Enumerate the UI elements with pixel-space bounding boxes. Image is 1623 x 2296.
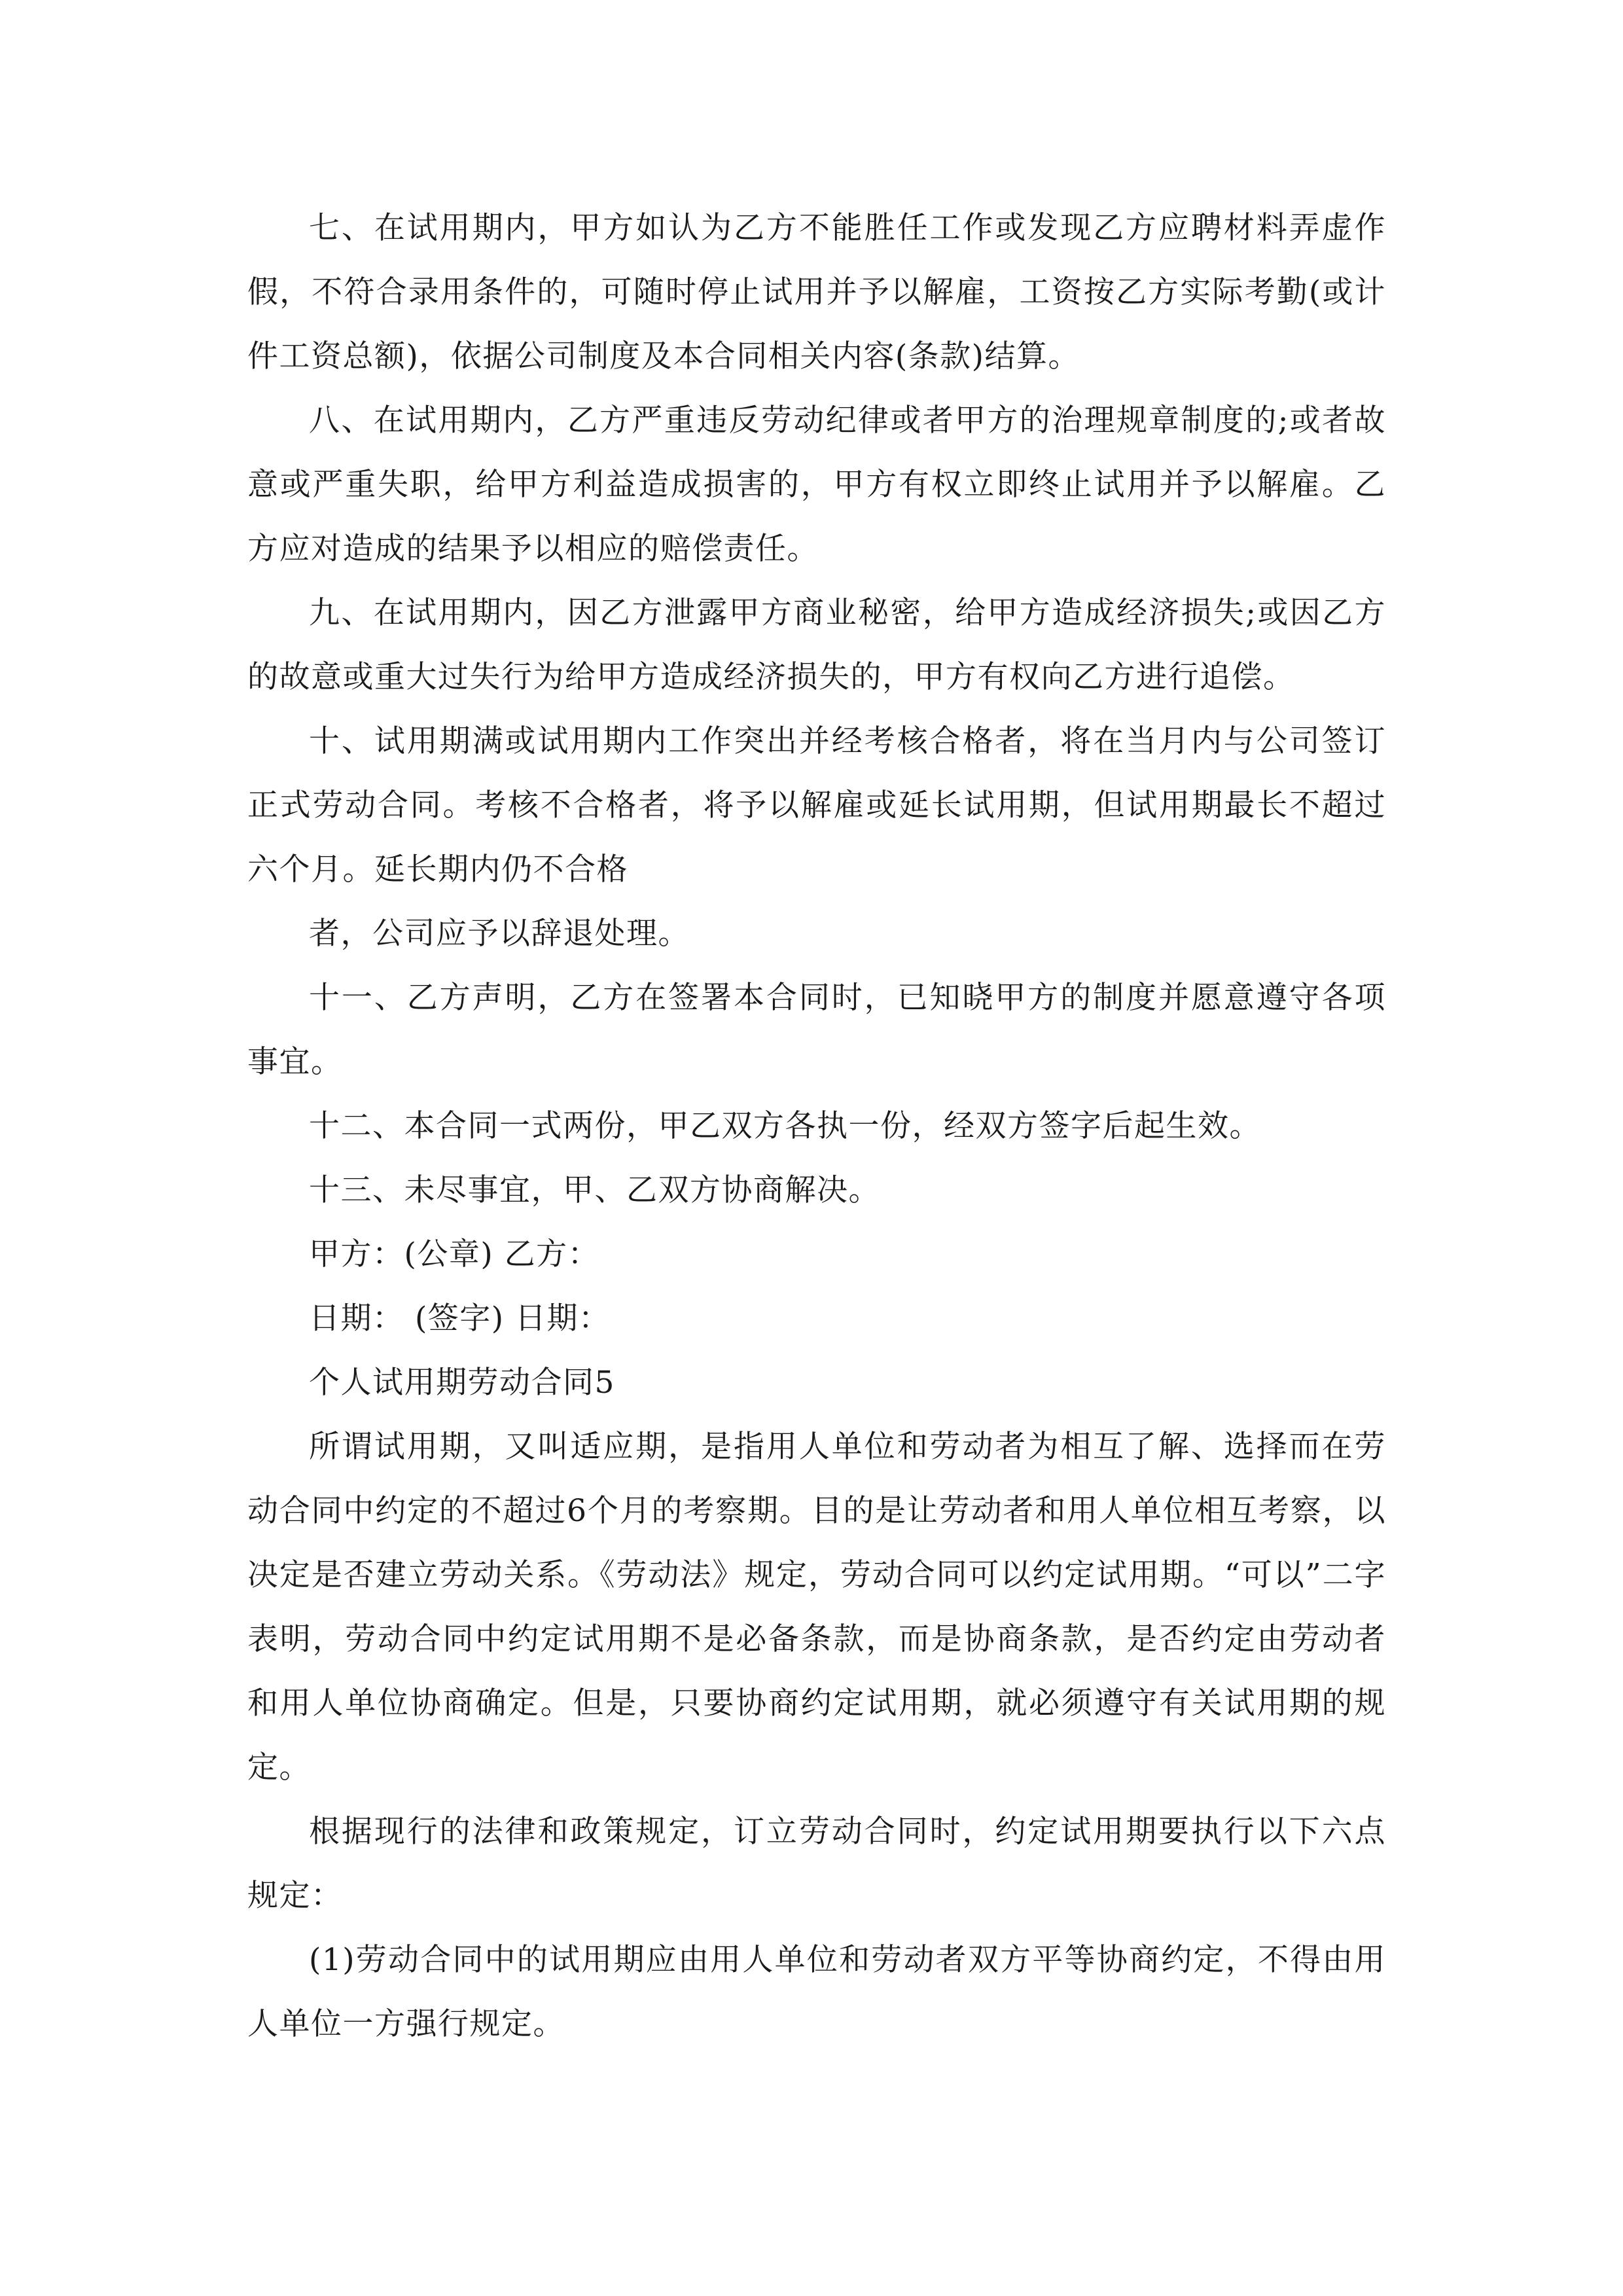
probation-definition-paragraph: 所谓试用期，又叫适应期，是指用人单位和劳动者为相互了解、选择而在劳动合同中约定的不超过6个月的考察期。目的是让劳动者和用人单位相互考察，以决定是否建立劳动关系。《劳动法》规定，劳动合同可以约定试用期。“可以”二字表明，劳动合同中约定试用期不是必备条款，而是协商条款，是否约定由劳动者和用人单位协商确定。但是，只要协商约定试用期，就必须遵守有关试用期的规定。 <box>247 1429 1386 1785</box>
clause-7-paragraph: 七、在试用期内，甲方如认为乙方不能胜任工作或发现乙方应聘材料弄虚作假，不符合录用条件的，可随时停止试用并予以解雇，工资按乙方实际考勤(或计件工资总额)，依据公司制度及本合同相关内容(条款)结算。 <box>247 210 1386 374</box>
clause-8-paragraph: 八、在试用期内，乙方严重违反劳动纪律或者甲方的治理规章制度的;或者故意或严重失职，给甲方利益造成损害的，甲方有权立即终止试用并予以解雇。乙方应对造成的结果予以相应的赔偿责任。 <box>247 403 1386 567</box>
clause-11-paragraph: 十一、乙方声明，乙方在签署本合同时，已知晓甲方的制度并愿意遵守各项事宜。 <box>247 980 1386 1080</box>
section-title: 个人试用期劳动合同5 <box>309 1365 615 1401</box>
clause-10-paragraph: 十、试用期满或试用期内工作突出并经考核合格者，将在当月内与公司签订正式劳动合同。考核不合格者，将予以解雇或延长试用期，但试用期最长不超过六个月。延长期内仍不合格 <box>247 723 1386 888</box>
clause-10-continuation: 者，公司应予以辞退处理。 <box>309 916 690 952</box>
clause-12-paragraph: 十二、本合同一式两份，甲乙双方各执一份，经双方签字后起生效。 <box>309 1108 1261 1144</box>
clause-9-paragraph: 九、在试用期内，因乙方泄露甲方商业秘密，给甲方造成经济损失;或因乙方的故意或重大过失行为给甲方造成经济损失的，甲方有权向乙方进行追偿。 <box>247 595 1386 695</box>
party-signature-line: 甲方：(公章) 乙方： <box>309 1236 600 1272</box>
regulation-1-paragraph: (1)劳动合同中的试用期应由用人单位和劳动者双方平等协商约定，不得由用人单位一方强行规定。 <box>247 1942 1386 2042</box>
document-page <box>247 196 1386 2056</box>
date-signature-line: 日期： (签字) 日期： <box>309 1300 611 1336</box>
clause-13-paragraph: 十三、未尽事宜，甲、乙双方协商解决。 <box>309 1172 880 1208</box>
regulations-intro-paragraph: 根据现行的法律和政策规定，订立劳动合同时，约定试用期要执行以下六点规定： <box>247 1814 1386 1914</box>
